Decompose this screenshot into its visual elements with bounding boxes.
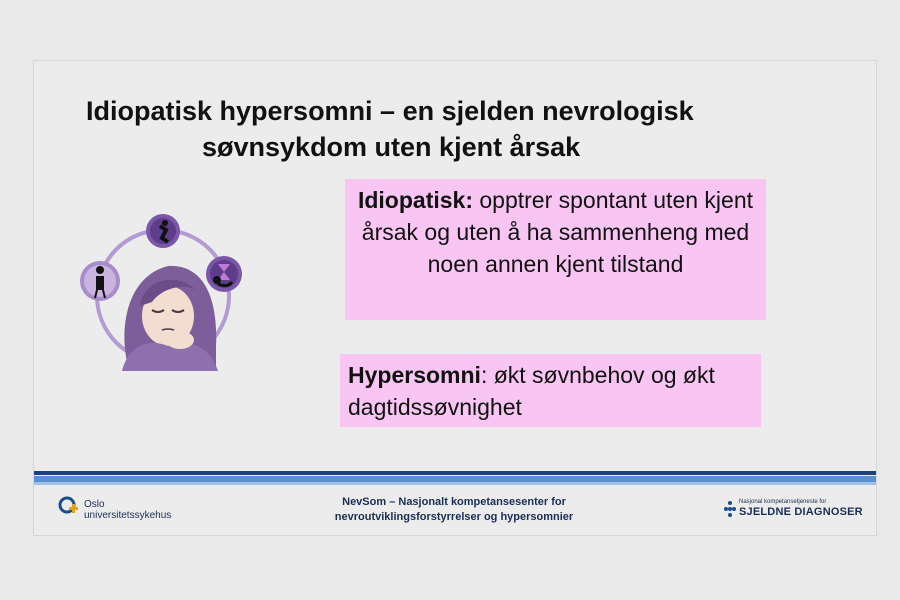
oslo-universitetssykehus-logo bbox=[58, 495, 172, 525]
sjeldne-diagnoser-icon bbox=[723, 500, 737, 520]
footer-center-line-1: NevSom – Nasjonalt kompetansesenter for bbox=[342, 496, 566, 508]
term-idiopatisk: Idiopatisk: bbox=[357, 187, 473, 213]
footer-center-line-2: nevroutviklingsforstyrrelser og hypersomnier bbox=[334, 511, 574, 523]
ous-logo-icon bbox=[58, 495, 80, 519]
definition-hypersomni bbox=[340, 354, 761, 427]
title-line-1: Idiopatisk hypersomni – en sjelden nevrologisk bbox=[86, 96, 694, 126]
sleepy-person-illustration bbox=[78, 206, 248, 371]
footer-bar-dark bbox=[34, 471, 876, 475]
title-line-2: søvnsykdom uten kjent årsak bbox=[202, 132, 581, 162]
footer-center-text bbox=[284, 495, 624, 525]
ous-logo-line-2: universitetssykehus bbox=[84, 510, 172, 521]
ous-logo-text bbox=[84, 499, 171, 521]
term-hypersomni: Hypersomni bbox=[348, 362, 481, 388]
sjeldne-diagnoser-logo bbox=[723, 499, 863, 523]
ous-logo-line-1: Oslo bbox=[84, 499, 105, 510]
footer bbox=[34, 485, 876, 535]
definition-text-idiopatisk: opptrer spontant uten kjent årsak og uten å ha sammenheng med noen annen kjent tilstand bbox=[361, 187, 754, 277]
definition-idiopatisk bbox=[345, 179, 766, 320]
definition-text-hypersomni: : økt søvnbehov og økt dagtidssøvnighet bbox=[348, 362, 715, 420]
sjeldne-diagnoser-big-text: SJELDNE DIAGNOSER bbox=[739, 506, 863, 518]
footer-divider bbox=[34, 471, 876, 485]
slide bbox=[33, 60, 877, 536]
sjeldne-diagnoser-small-text: Nasjonal kompetansetjeneste for bbox=[739, 499, 827, 505]
